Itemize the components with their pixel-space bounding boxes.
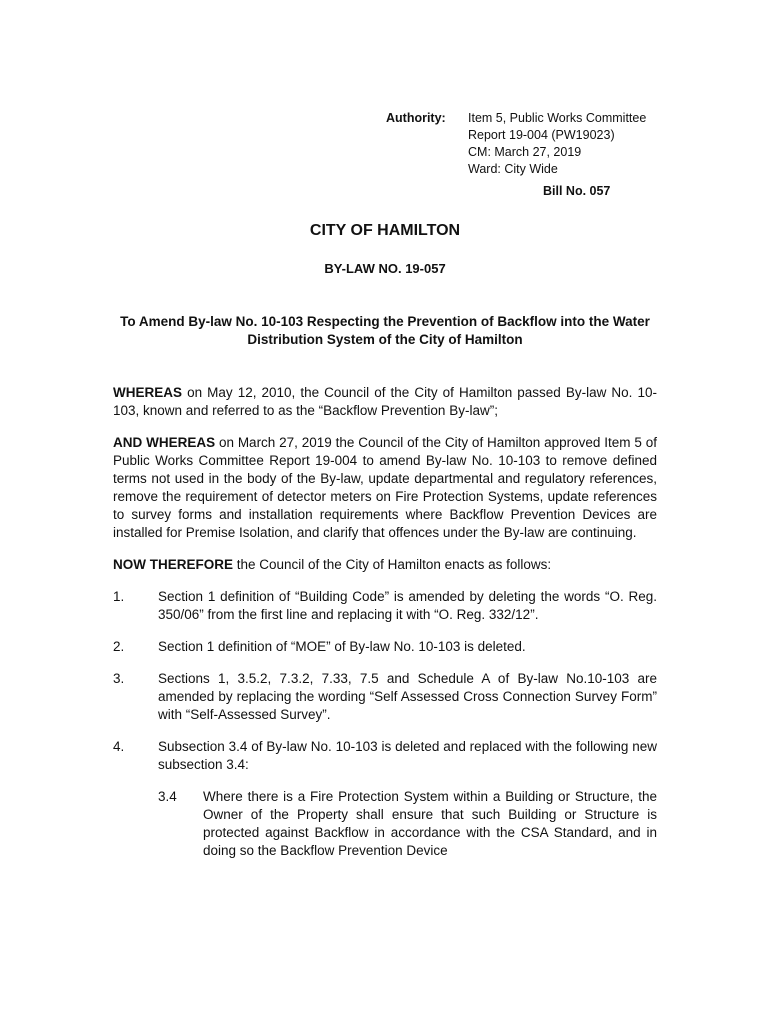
- bylaw-number: BY-LAW NO. 19-057: [324, 261, 446, 276]
- item-text: Sections 1, 3.5.2, 7.3.2, 7.33, 7.5 and Schedule A of By-law No.10-103 are amended by replacing the wording “Self Assessed Cross Connection Survey Form” with “Self-Assessed Survey”.: [158, 671, 657, 722]
- authority-line: Ward: City Wide: [468, 162, 558, 176]
- item-number: 4.: [113, 739, 125, 754]
- authority-line: Report 19-004 (PW19023): [468, 128, 615, 142]
- and-whereas-paragraph: [113, 434, 657, 542]
- list-item: [113, 670, 657, 724]
- bill-number: Bill No. 057: [543, 184, 611, 198]
- subsection-number: 3.4: [158, 789, 177, 804]
- authority-line: CM: March 27, 2019: [468, 145, 582, 159]
- item-number: 3.: [113, 671, 125, 686]
- bylaw-title: To Amend By-law No. 10-103 Respecting the Prevention of Backflow into the Water Distribution System of the City of Hamilton: [120, 314, 650, 347]
- whereas-paragraph: [113, 384, 657, 420]
- subsection-text: Where there is a Fire Protection System within a Building or Structure, the Owner of the Property shall ensure that such Building or Structure is protected against Backflow in accordance with the CSA Standard, and in doing so the Backflow Prevention Device: [203, 789, 657, 858]
- item-number: 2.: [113, 639, 125, 654]
- item-text: Section 1 definition of “Building Code” is amended by deleting the words “O. Reg. 350/06” from the first line and replacing it with “O. Reg. 332/12”.: [158, 589, 657, 622]
- and-whereas-keyword: AND WHEREAS: [113, 435, 216, 450]
- now-therefore-paragraph: [113, 556, 657, 574]
- item-number: 1.: [113, 589, 125, 604]
- and-whereas-text: on March 27, 2019 the Council of the City of Hamilton approved Item 5 of Public Works Committee Report 19-004 to amend By-law No. 10-103 to remove defined terms not used in the body of the By-law, update departmental and regulatory references, remove the requirement of detector meters on Fire Protection Systems, update references to survey forms and installation requirements where Backflow Prevention Devices are installed for Premise Isolation, and clarify that offences under the By-law are continuing.: [113, 435, 657, 540]
- item-text: Section 1 definition of “MOE” of By-law No. 10-103 is deleted.: [158, 639, 526, 654]
- list-item: [113, 738, 657, 774]
- bylaw-body: [113, 384, 657, 860]
- city-heading: CITY OF HAMILTON: [309, 222, 461, 239]
- list-item: [113, 588, 657, 624]
- authority-details: [468, 110, 646, 178]
- subsection-item: [158, 788, 657, 860]
- now-therefore-keyword: NOW THEREFORE: [113, 557, 233, 572]
- item-text: Subsection 3.4 of By-law No. 10-103 is deleted and replaced with the following new subsection 3.4:: [158, 739, 657, 772]
- authority-line: Item 5, Public Works Committee: [468, 111, 647, 125]
- list-item: [113, 638, 657, 656]
- authority-label: Authority:: [386, 111, 446, 125]
- whereas-keyword: WHEREAS: [113, 385, 183, 400]
- whereas-text: on May 12, 2010, the Council of the City of Hamilton passed By-law No. 10-103, known and referred to as the “Backflow Prevention By-law”;: [113, 385, 657, 418]
- now-therefore-text: the Council of the City of Hamilton enacts as follows:: [233, 557, 552, 572]
